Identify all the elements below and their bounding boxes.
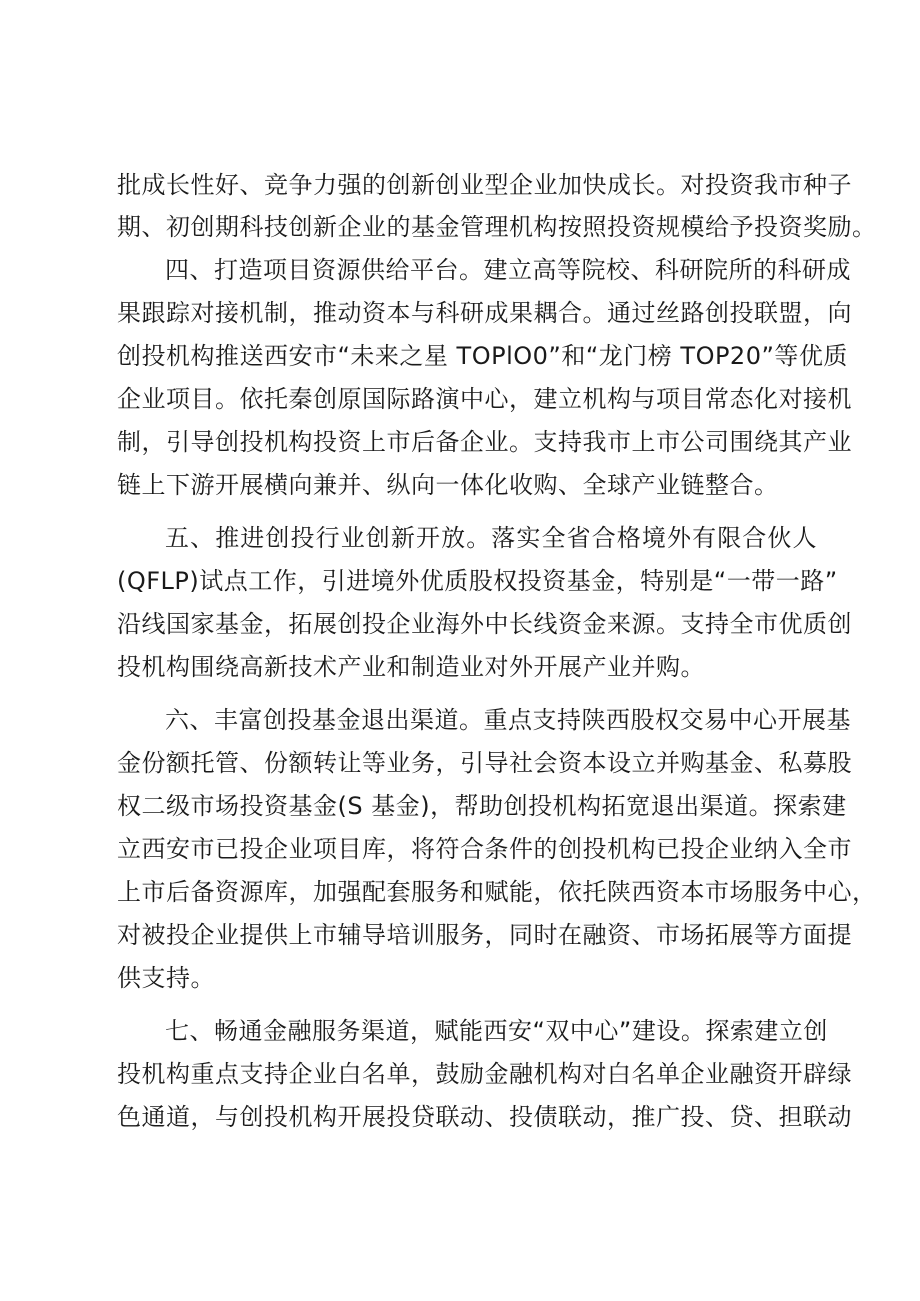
text-line: 沿线国家基金，拓展创投企业海外中长线资金来源。支持全市优质创 <box>117 610 852 638</box>
text-line: 对被投企业提供上市辅导培训服务，同时在融资、市场拓展等方面提 <box>117 921 852 949</box>
text-line: 上市后备资源库，加强配套服务和赋能，依托陕西资本市场服务中心， <box>117 878 877 906</box>
text-line: 投机构围绕高新技术产业和制造业对外开展产业并购。 <box>117 653 705 681</box>
text-line: 投机构重点支持企业白名单，鼓励金融机构对白名单企业融资开辟绿 <box>117 1060 852 1088</box>
text-line: 期、初创期科技创新企业的基金管理机构按照投资规模给予投资奖励。 <box>117 213 877 241</box>
text-line: 批成长性好、竞争力强的创新创业型企业加快成长。对投资我市种子 <box>117 171 852 199</box>
text-line: 权二级市场投资基金(S 基金)，帮助创投机构拓宽退出渠道。探索建 <box>117 792 847 820</box>
text-line: 供支持。 <box>117 964 215 992</box>
section-heading-line: 四、打造项目资源供给平台。建立高等院校、科研院所的科研成 <box>165 256 851 284</box>
section-heading-line: 六、丰富创投基金退出渠道。重点支持陕西股权交易中心开展基 <box>165 706 851 734</box>
text-line: 立西安市已投企业项目库，将符合条件的创投机构已投企业纳入全市 <box>117 835 852 863</box>
section-heading-line: 七、畅通金融服务渠道，赋能西安“双中心”建设。探索建立创 <box>165 1017 828 1045</box>
text-line: 色通道，与创投机构开展投贷联动、投债联动，推广投、贷、担联动 <box>117 1103 852 1131</box>
text-line: 企业项目。依托秦创原国际路演中心，建立机构与项目常态化对接机 <box>117 385 852 413</box>
text-line: 创投机构推送西安市“未来之星 TOPlO0”和“龙门榜 TOP20”等优质 <box>117 342 848 370</box>
text-line: 金份额托管、份额转让等业务，引导社会资本设立并购基金、私募股 <box>117 749 852 777</box>
text-line: 链上下游开展横向兼并、纵向一体化收购、全球产业链整合。 <box>117 471 779 499</box>
text-line: 制，引导创投机构投资上市后备企业。支持我市上市公司围绕其产业 <box>117 428 852 456</box>
text-line: (QFLP)试点工作，引进境外优质股权投资基金，特别是“一带一路” <box>117 567 838 595</box>
text-line: 果跟踪对接机制，推动资本与科研成果耦合。通过丝路创投联盟，向 <box>117 299 852 327</box>
section-heading-line: 五、推进创投行业创新开放。落实全省合格境外有限合伙人 <box>165 524 817 552</box>
